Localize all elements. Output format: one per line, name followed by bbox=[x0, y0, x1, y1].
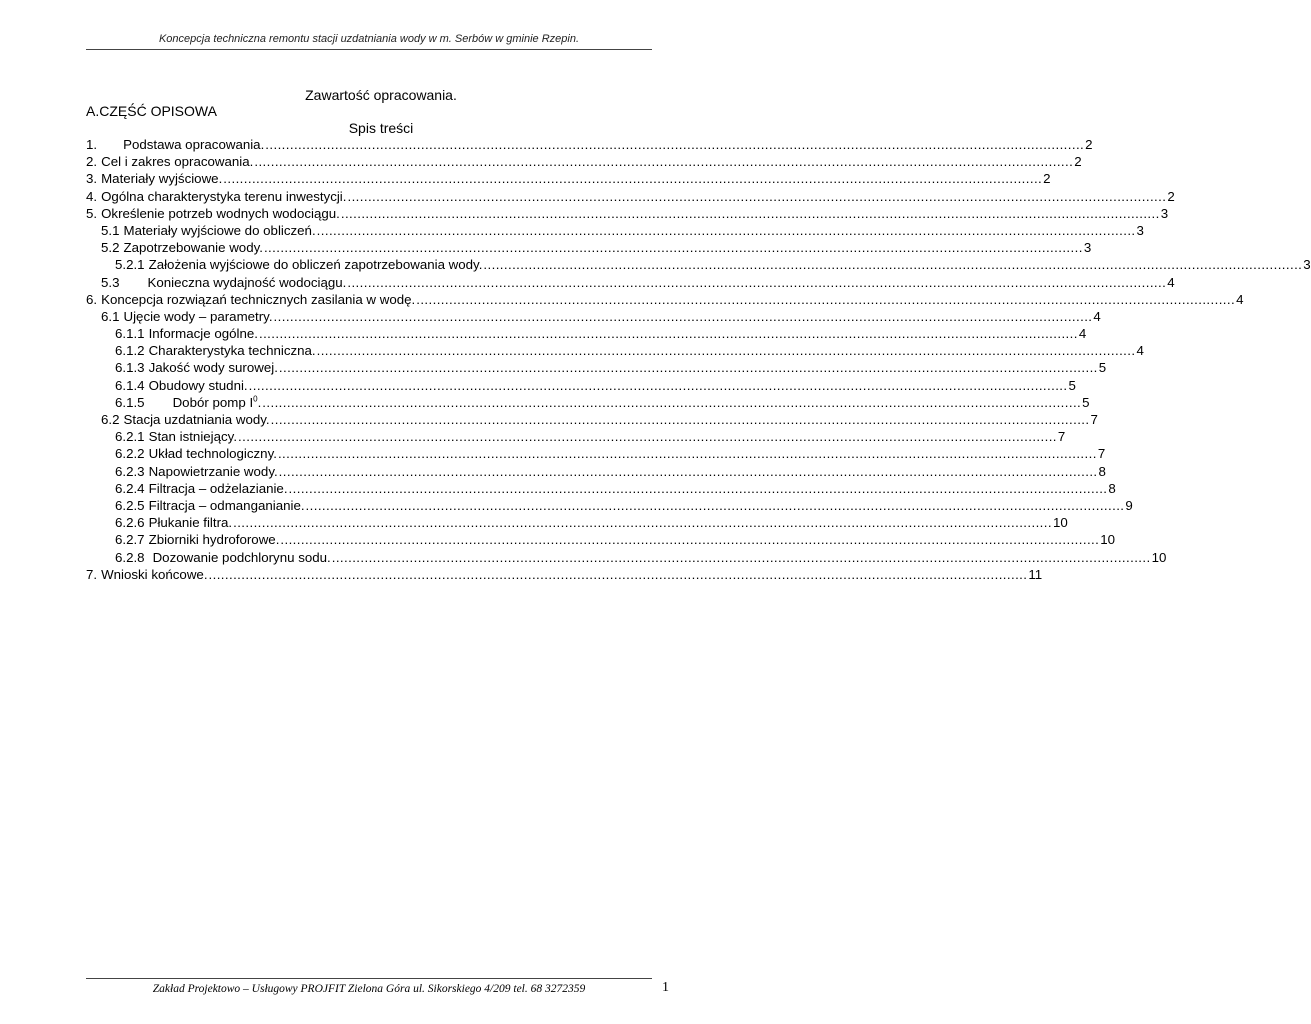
toc-entry-page: 5 bbox=[1082, 394, 1090, 410]
toc-dot-leader: ........................................................................................................................................................................................................ bbox=[347, 188, 1167, 204]
toc-entry-number: 6.1 bbox=[101, 308, 120, 324]
toc-dot-leader: ........................................................................................................................................................................................................ bbox=[416, 291, 1236, 307]
toc-entry-title-text: Dozowanie podchlorynu sodu. bbox=[152, 549, 331, 565]
toc-entry-page: 10 bbox=[1052, 515, 1068, 531]
toc-dot-leader: ........................................................................................................................................................................................................ bbox=[331, 549, 1151, 565]
page-footer: Zakład Projektowo – Usługowy PROJFIT Zielona Góra ul. Sikorskiego 4/209 tel. 68 3272359 bbox=[152, 983, 586, 995]
toc-dot-leader: ........................................................................................................................................................................................................ bbox=[254, 154, 1074, 170]
toc-entry[interactable] bbox=[86, 428, 1066, 445]
toc-dot-leader: ........................................................................................................................................................................................................ bbox=[208, 566, 1028, 582]
toc-entry-page: 2 bbox=[1074, 154, 1082, 170]
toc-entry-number: 5.2.1 bbox=[115, 257, 145, 273]
toc-entry-title bbox=[149, 256, 483, 273]
toc-entry-page: 10 bbox=[1151, 549, 1167, 565]
toc-entry-page: 4 bbox=[1078, 326, 1087, 342]
toc-entry-title bbox=[101, 205, 340, 222]
toc-entry-title-text: Filtracja – odmanganianie. bbox=[148, 497, 305, 513]
toc-entry-title-text: Informacje ogólne. bbox=[148, 326, 258, 342]
toc-entry-title bbox=[124, 411, 270, 428]
toc-entry-page: 8 bbox=[1108, 480, 1116, 496]
toc-entry-number: 6.2.5 bbox=[115, 497, 145, 513]
toc-entry-page: 4 bbox=[1136, 343, 1144, 359]
toc-entry-number: 5.1 bbox=[101, 222, 120, 238]
toc-entry[interactable] bbox=[86, 342, 1144, 359]
toc-entry-number: 7. bbox=[86, 566, 98, 582]
toc-entry-title bbox=[149, 463, 278, 480]
toc-entry-title bbox=[149, 480, 288, 497]
toc-entry[interactable] bbox=[86, 377, 1076, 394]
toc-entry-number: 1. bbox=[86, 137, 98, 152]
toc-dot-leader: ........................................................................................................................................................................................................ bbox=[288, 480, 1108, 496]
toc-entry[interactable] bbox=[86, 256, 1311, 273]
toc-entry-page: 3 bbox=[1160, 205, 1169, 221]
toc-dot-leader: ........................................................................................................................................................................................................ bbox=[238, 429, 1057, 445]
toc-dot-leader: ........................................................................................................................................................................................................ bbox=[248, 377, 1068, 393]
header-rule bbox=[86, 49, 652, 50]
toc-entry[interactable] bbox=[86, 497, 1133, 514]
toc-entry[interactable] bbox=[86, 549, 1167, 566]
toc-entry[interactable] bbox=[86, 153, 1082, 170]
toc-entry-page: 2 bbox=[1085, 137, 1093, 152]
toc-entry-title bbox=[149, 325, 258, 342]
toc-entry-number: 6.2 bbox=[101, 412, 120, 427]
toc-dot-leader: ........................................................................................................................................................................................................ bbox=[280, 532, 1100, 548]
toc-dot-leader: ........................................................................................................................................................................................................ bbox=[483, 257, 1303, 273]
toc-dot-leader: ........................................................................................................................................................................................................ bbox=[233, 515, 1052, 531]
toc-entry-title-text: Konieczna wydajność wodociągu. bbox=[147, 274, 347, 290]
toc-entry-page: 5 bbox=[1068, 377, 1076, 393]
toc-entry-title bbox=[148, 274, 347, 291]
toc-dot-leader: ........................................................................................................................................................................................................ bbox=[277, 446, 1097, 462]
toc-entry-number: 6.2.4 bbox=[115, 480, 145, 496]
toc-entry-title-text: Płukanie filtra. bbox=[148, 515, 233, 531]
toc-entry-title bbox=[124, 239, 263, 256]
toc-entry-title bbox=[149, 377, 248, 394]
toc-entry-title bbox=[101, 170, 222, 187]
toc-dot-leader: ........................................................................................................................................................................................................ bbox=[273, 308, 1093, 324]
toc-dot-leader: ........................................................................................................................................................................................................ bbox=[316, 343, 1136, 359]
toc-entry-title bbox=[101, 291, 415, 308]
toc-entry[interactable] bbox=[86, 359, 1107, 376]
toc-dot-leader: ........................................................................................................................................................................................................ bbox=[258, 326, 1078, 342]
toc-entry[interactable] bbox=[86, 136, 1093, 153]
toc-entry[interactable] bbox=[86, 445, 1106, 462]
toc-dot-leader: ........................................................................................................................................................................................................ bbox=[262, 394, 1082, 410]
page-header: Koncepcja techniczna remontu stacji uzdatniania wody w m. Serbów w gminie Rzepin. bbox=[158, 33, 580, 45]
toc-entry[interactable] bbox=[86, 274, 1175, 291]
toc-entry-title bbox=[149, 359, 278, 376]
toc-entry[interactable] bbox=[86, 480, 1116, 497]
toc-entry[interactable] bbox=[86, 325, 1087, 342]
toc-entry-page: 3 bbox=[1303, 257, 1311, 273]
toc-entry-number: 6.2.2 bbox=[115, 446, 145, 462]
toc-entry-title bbox=[153, 549, 331, 566]
toc-entry-number: 6.1.5 bbox=[115, 394, 145, 410]
toc-entry-title bbox=[124, 308, 273, 325]
toc-entry-title-text: Stan istniejący. bbox=[148, 429, 238, 445]
toc-entry-title bbox=[123, 136, 264, 153]
toc-entry[interactable] bbox=[86, 205, 1169, 222]
toc-entry-number: 6.2.3 bbox=[115, 463, 145, 479]
toc-entry[interactable] bbox=[86, 411, 1098, 428]
toc-entry-page: 8 bbox=[1098, 463, 1106, 479]
toc-entry-title bbox=[124, 222, 316, 239]
toc-entry-number: 6.2.7 bbox=[115, 532, 145, 548]
toc-entry-title bbox=[149, 514, 233, 531]
toc-dot-leader: ........................................................................................................................................................................................................ bbox=[278, 463, 1098, 479]
toc-entry-number: 6.2.6 bbox=[115, 515, 145, 531]
toc-entry[interactable] bbox=[86, 308, 1101, 325]
toc-entry-page: 4 bbox=[1093, 308, 1101, 324]
part-heading: A.CZĘŚĆ OPISOWA bbox=[86, 103, 217, 119]
toc-entry[interactable] bbox=[86, 514, 1068, 531]
toc-entry-title bbox=[149, 342, 316, 359]
toc-entry-title-text: Ujęcie wody – parametry. bbox=[123, 308, 273, 324]
toc-entry-title bbox=[149, 445, 277, 462]
toc-entry-title-text: Podstawa opracowania. bbox=[123, 137, 265, 152]
toc-entry[interactable] bbox=[86, 531, 1116, 548]
toc-entry[interactable] bbox=[86, 239, 1092, 256]
toc-entry-number: 6. bbox=[86, 291, 98, 307]
toc-entry-title-text: Dobór pomp I bbox=[172, 394, 254, 410]
toc-entry-title-text: Zapotrzebowanie wody. bbox=[123, 240, 263, 256]
toc-entry[interactable] bbox=[86, 566, 1043, 583]
toc-entry-title bbox=[173, 394, 262, 411]
toc-entry[interactable] bbox=[86, 463, 1106, 480]
toc-entry-number: 4. bbox=[86, 188, 98, 204]
toc-entry[interactable] bbox=[86, 170, 1051, 187]
toc-entry-title-text: Koncepcja rozwiązań technicznych zasilania w wodę. bbox=[101, 291, 416, 307]
toc-entry[interactable] bbox=[86, 291, 1244, 308]
toc-entry-number: 5. bbox=[86, 205, 98, 221]
toc-entry-title-text: Materiały wyjściowe do obliczeń. bbox=[123, 222, 316, 238]
toc-entry-title-text: Materiały wyjściowe. bbox=[101, 171, 223, 187]
toc-entry-title-text: Filtracja – odżelazianie. bbox=[148, 480, 288, 496]
toc-entry-page: 5 bbox=[1098, 360, 1107, 376]
toc-entry-number: 6.1.4 bbox=[115, 377, 145, 393]
toc-entry-title-text: Stacja uzdatniania wody. bbox=[123, 412, 270, 427]
toc-entry-page: 4 bbox=[1167, 274, 1175, 290]
toc-entry-page: 7 bbox=[1090, 412, 1098, 427]
page-number: 1 bbox=[662, 980, 669, 995]
toc-dot-leader: ........................................................................................................................................................................................................ bbox=[316, 222, 1136, 238]
toc-entry-title-text: Układ technologiczny. bbox=[148, 446, 277, 462]
toc-entry-title bbox=[149, 428, 237, 445]
toc-entry-title-text: Napowietrzanie wody. bbox=[148, 463, 278, 479]
toc-entry-page: 3 bbox=[1083, 240, 1092, 256]
toc-entry-number: 5.3 bbox=[101, 274, 120, 290]
toc-entry-title-text: Obudowy studni. bbox=[148, 377, 248, 393]
toc-entry[interactable] bbox=[86, 394, 1090, 411]
toc-entry-title bbox=[101, 188, 346, 205]
toc-dot-leader: ........................................................................................................................................................................................................ bbox=[265, 137, 1085, 152]
toc-entry-title-text: Ogólna charakterystyka terenu inwestycji. bbox=[101, 188, 347, 204]
toc-entry-superscript: 0 bbox=[253, 394, 258, 404]
toc-entry-page: 2 bbox=[1043, 171, 1051, 187]
toc-entry-title-text: Założenia wyjściowe do obliczeń zapotrzebowania wody. bbox=[148, 257, 483, 273]
toc-entry-title-text: Wnioski końcowe. bbox=[101, 566, 208, 582]
toc-dot-leader: ........................................................................................................................................................................................................ bbox=[347, 274, 1167, 290]
toc-dot-leader: ........................................................................................................................................................................................................ bbox=[278, 360, 1098, 376]
toc-dot-leader: ........................................................................................................................................................................................................ bbox=[270, 412, 1090, 427]
toc-entry-page: 4 bbox=[1236, 291, 1244, 307]
toc-entry-number: 5.2 bbox=[101, 240, 120, 256]
toc-entry-number: 2. bbox=[86, 154, 98, 170]
toc-entry-number: 6.1.2 bbox=[115, 343, 145, 359]
footer-rule bbox=[86, 978, 652, 979]
toc-dot-leader: ........................................................................................................................................................................................................ bbox=[223, 171, 1043, 187]
toc-entry-title bbox=[149, 497, 305, 514]
toc-entry-title-text: Cel i zakres opracowania. bbox=[101, 154, 254, 170]
toc-entry-title bbox=[101, 566, 207, 583]
toc-entry-page: 7 bbox=[1057, 429, 1066, 445]
toc-heading: Spis treści bbox=[348, 120, 414, 136]
toc-entry-page: 10 bbox=[1100, 532, 1116, 548]
toc-entry-page: 3 bbox=[1136, 222, 1144, 238]
toc-entry-page: 2 bbox=[1167, 188, 1175, 204]
toc-dot-leader: ........................................................................................................................................................................................................ bbox=[340, 205, 1160, 221]
toc-entry-number: 6.2.1 bbox=[115, 429, 145, 445]
table-of-contents bbox=[86, 136, 1311, 583]
toc-entry-number: 6.1.1 bbox=[115, 326, 145, 342]
toc-entry-title-text: Określenie potrzeb wodnych wodociągu. bbox=[101, 205, 340, 221]
toc-entry-title-text: Charakterystyka techniczna. bbox=[148, 343, 316, 359]
toc-entry-title-suffix: . bbox=[257, 394, 262, 410]
toc-entry-number: 6.1.3 bbox=[115, 360, 145, 376]
document-heading: Zawartość opracowania. bbox=[305, 87, 457, 103]
toc-dot-leader: ........................................................................................................................................................................................................ bbox=[305, 497, 1125, 513]
toc-entry-number: 3. bbox=[86, 171, 98, 187]
toc-entry-title-text: Jakość wody surowej. bbox=[148, 360, 278, 376]
toc-entry-page: 9 bbox=[1125, 497, 1133, 513]
toc-entry-number: 6.2.8 bbox=[115, 549, 145, 565]
toc-entry[interactable] bbox=[86, 188, 1175, 205]
toc-entry-page: 7 bbox=[1097, 446, 1106, 462]
toc-entry-title-text: Zbiorniki hydroforowe. bbox=[148, 532, 280, 548]
toc-dot-leader: ........................................................................................................................................................................................................ bbox=[263, 240, 1083, 256]
toc-entry[interactable] bbox=[86, 222, 1144, 239]
toc-entry-page: 11 bbox=[1028, 566, 1043, 582]
toc-entry-title bbox=[149, 531, 280, 548]
toc-entry-title bbox=[101, 153, 253, 170]
